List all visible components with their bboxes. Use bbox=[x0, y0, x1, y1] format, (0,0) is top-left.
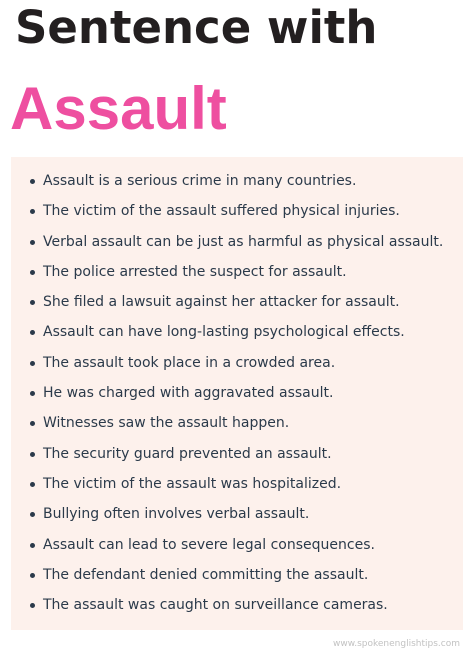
sentence-item bbox=[11, 439, 463, 469]
bullet-icon bbox=[30, 270, 35, 275]
sentence-item bbox=[11, 378, 463, 408]
sentence-text: He was charged with aggravated assault. bbox=[43, 385, 334, 402]
sentence-text: Verbal assault can be just as harmful as physical assault. bbox=[43, 233, 444, 250]
bullet-icon bbox=[30, 391, 35, 396]
sentence-item bbox=[11, 499, 463, 529]
page-title: Sentence with bbox=[15, 1, 378, 54]
sentence-item bbox=[11, 196, 463, 226]
bullet-icon bbox=[30, 179, 35, 184]
sentence-text: The assault took place in a crowded area. bbox=[43, 354, 336, 371]
bullet-icon bbox=[30, 361, 35, 366]
sentence-panel bbox=[11, 157, 463, 630]
bullet-icon bbox=[30, 603, 35, 608]
bullet-icon bbox=[30, 482, 35, 487]
bullet-icon bbox=[30, 452, 35, 457]
keyword-heading: Assault bbox=[10, 75, 227, 142]
sentence-item bbox=[11, 590, 463, 620]
sentence-item bbox=[11, 530, 463, 560]
sentence-item bbox=[11, 166, 463, 196]
sentence-text: Bullying often involves verbal assault. bbox=[43, 506, 310, 523]
sentence-text: The police arrested the suspect for assault. bbox=[43, 263, 347, 280]
sentence-item bbox=[11, 227, 463, 257]
sentence-item bbox=[11, 287, 463, 317]
sentence-text: The security guard prevented an assault. bbox=[43, 445, 332, 462]
sentence-text: Witnesses saw the assault happen. bbox=[43, 415, 290, 432]
bullet-icon bbox=[30, 573, 35, 578]
bullet-icon bbox=[30, 543, 35, 548]
sentence-text: She filed a lawsuit against her attacker for assault. bbox=[43, 294, 400, 311]
bullet-icon bbox=[30, 512, 35, 517]
bullet-icon bbox=[30, 240, 35, 245]
sentence-text: The assault was caught on surveillance cameras. bbox=[43, 597, 388, 614]
sentence-text: The victim of the assault was hospitalized. bbox=[43, 475, 342, 492]
sentence-text: Assault is a serious crime in many countries. bbox=[43, 173, 357, 189]
bullet-icon bbox=[30, 209, 35, 214]
sentence-item bbox=[11, 317, 463, 347]
sentence-text: The victim of the assault suffered physical injuries. bbox=[43, 203, 400, 220]
sentence-item bbox=[11, 257, 463, 287]
sentence-item bbox=[11, 348, 463, 378]
sentence-text: Assault can have long-lasting psychological effects. bbox=[43, 324, 405, 341]
sentence-item bbox=[11, 560, 463, 590]
sentence-item bbox=[11, 408, 463, 438]
bullet-icon bbox=[30, 421, 35, 426]
sentence-item bbox=[11, 469, 463, 499]
sentence-list bbox=[11, 157, 463, 620]
bullet-icon bbox=[30, 330, 35, 335]
sentence-text: Assault can lead to severe legal consequences. bbox=[43, 536, 375, 553]
sentence-text: The defendant denied committing the assault. bbox=[43, 566, 369, 583]
watermark: www.spokenenglishtips.com bbox=[332, 639, 460, 649]
bullet-icon bbox=[30, 300, 35, 305]
